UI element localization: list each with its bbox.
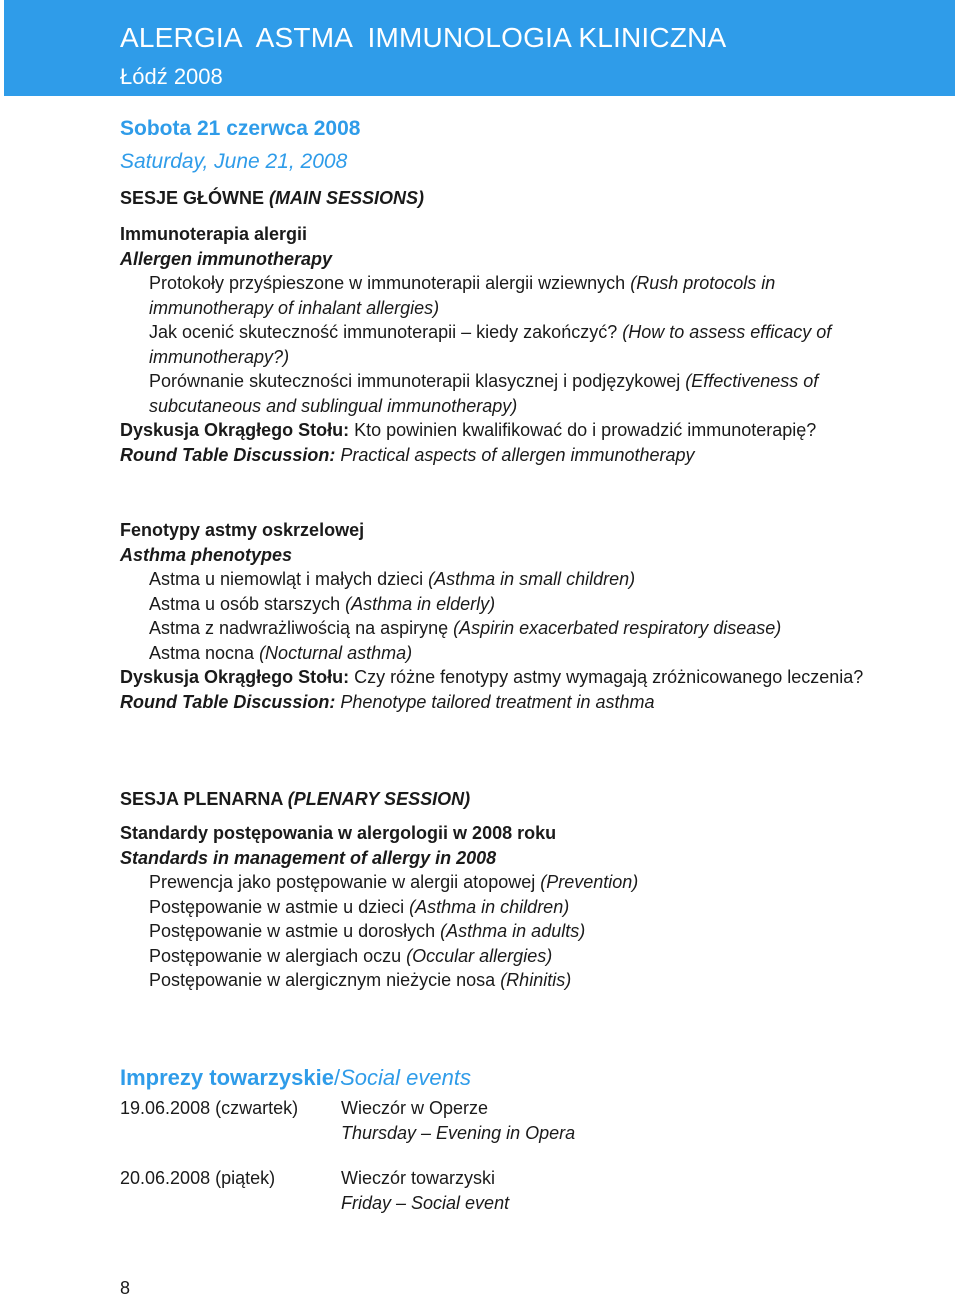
date-english: Saturday, June 21, 2008 [120, 150, 348, 173]
round-table-en: Round Table Discussion: Practical aspects of allergen immunotherapy [120, 444, 695, 465]
conference-title: ALERGIA ASTMA IMMUNOLOGIA KLINICZNA [120, 22, 727, 53]
plenary-item: Postępowanie w alergiach oczu (Occular allergies) [149, 945, 553, 966]
round-table-pl: Dyskusja Okrągłego Stołu: Czy różne fenotypy astmy wymagają zróżnicowanego leczenia? [120, 667, 864, 687]
plenary-item: Prewencja jako postępowanie w alergii atopowej (Prevention) [149, 872, 639, 892]
social-events-heading: Imprezy towarzyskie/Social events [120, 1065, 471, 1090]
session-asthma-phenotypes [120, 518, 900, 714]
plenary-session [120, 821, 900, 993]
session-item: Jak ocenić skuteczność immunoterapii – kiedy zakończyć? (How to assess efficacy of immunotherapy?) [149, 322, 832, 367]
event-description: Wieczór towarzyski Friday – Social event [341, 1168, 510, 1213]
plenary-item: Postępowanie w astmie u dzieci (Asthma in children) [149, 896, 570, 917]
conference-city: Łódź 2008 [120, 64, 223, 89]
session-title-pl: Immunoterapia alergii [120, 224, 308, 244]
plenary-item: Postępowanie w alergicznym nieżycie nosa (Rhinitis) [149, 970, 572, 990]
session-item: Astma z nadwrażliwością na aspirynę (Aspirin exacerbated respiratory disease) [149, 618, 782, 638]
session-title-en: Allergen immunotherapy [120, 248, 333, 269]
date-polish: Sobota 21 czerwca 2008 [120, 117, 361, 140]
session-item: Protokoły przyśpieszone w immunoterapii alergii wziewnych (Rush protocols in immunotherapy of inhalant allergies) [149, 273, 776, 318]
event-description: Wieczór w Operze Thursday – Evening in Opera [341, 1098, 576, 1143]
round-table-pl: Dyskusja Okrągłego Stołu: Kto powinien kwalifikować do i prowadzić immunoterapię? [120, 420, 817, 440]
round-table-en: Round Table Discussion: Phenotype tailored treatment in asthma [120, 691, 655, 712]
event-date: 20.06.2008 (piątek) [120, 1168, 276, 1188]
page-number: 8 [120, 1278, 131, 1298]
session-item: Astma u osób starszych (Asthma in elderly) [149, 593, 496, 614]
header-banner [4, 0, 955, 96]
session-item: Astma nocna (Nocturnal asthma) [149, 642, 413, 663]
session-title-en: Asthma phenotypes [120, 544, 293, 565]
event-date: 19.06.2008 (czwartek) [120, 1098, 299, 1118]
plenary-title-pl: Standardy postępowania w alergologii w 2008 roku [120, 823, 557, 843]
plenary-heading: SESJA PLENARNA (PLENARY SESSION) [120, 789, 471, 809]
plenary-title-en: Standards in management of allergy in 2008 [120, 847, 497, 868]
session-title-pl: Fenotypy astmy oskrzelowej [120, 520, 365, 540]
main-sessions-heading: SESJE GŁÓWNE (MAIN SESSIONS) [120, 188, 425, 208]
session-item: Astma u niemowląt i małych dzieci (Asthma in small children) [149, 569, 636, 589]
session-item: Porównanie skuteczności immunoterapii klasycznej i podjęzykowej (Effectiveness of subcutaneous and sublingual immunotherapy) [149, 371, 819, 416]
session-immunotherapy [120, 222, 900, 467]
plenary-item: Postępowanie w astmie u dorosłych (Asthma in adults) [149, 921, 586, 941]
